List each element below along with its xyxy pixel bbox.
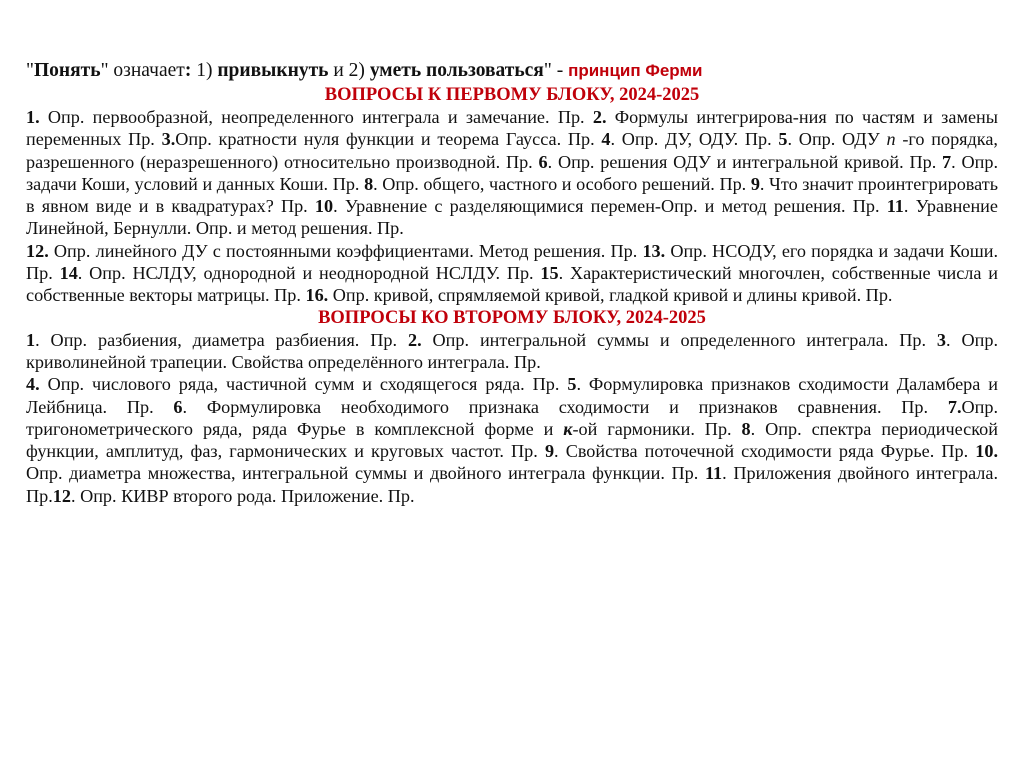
- question-number: 11: [704, 463, 723, 484]
- block1-questions-part2: [26, 240, 998, 307]
- question-number: 10.: [975, 441, 998, 462]
- block1-questions-part1: [26, 106, 998, 240]
- question-number: 16.: [305, 285, 329, 306]
- question-text: . Что значит проинтегрировать в явном виде и в квадратурах? Пр.: [26, 173, 998, 217]
- quote-mid: " означает: [100, 60, 185, 81]
- question-text: . Опр. ОДУ: [787, 129, 887, 150]
- question-number: к: [563, 418, 573, 439]
- quote-part3: " -: [543, 60, 569, 81]
- question-number: 5: [567, 374, 577, 395]
- question-number: 9: [544, 441, 555, 462]
- quote-part1: 1): [191, 60, 218, 81]
- question-number: 6: [538, 151, 548, 172]
- question-text: . Уравнение Линейной, Бернулли. Опр. и метод решения. Пр.: [26, 196, 998, 239]
- question-number: 13.: [642, 240, 666, 261]
- question-number: 9: [750, 173, 760, 194]
- question-text: . Формулировка признаков сходимости Даламбера и Лейбница. Пр.: [26, 374, 998, 417]
- question-number: 3.: [161, 129, 176, 150]
- question-number: 10: [314, 196, 334, 217]
- question-number: 4: [601, 129, 611, 150]
- question-text: Опр. кривой, спрямляемой кривой, гладкой кривой и длины кривой. Пр.: [328, 285, 893, 306]
- question-number: 2.: [407, 329, 422, 350]
- quote-privyknut: привыкнуть: [217, 60, 329, 81]
- block2-questions-part1: [26, 329, 998, 374]
- quote-colon: :: [184, 60, 192, 81]
- quote-word-ponyat: Понять: [33, 60, 101, 81]
- question-text: . Опр. задачи Коши, условий и данных Коши. Пр.: [26, 151, 998, 194]
- block2-heading: ВОПРОСЫ КО ВТОРОМУ БЛОКУ, 2024-2025: [318, 307, 706, 328]
- quote-open: ": [26, 60, 34, 81]
- question-text: Опр. интегральной суммы и определенного интеграла. Пр.: [421, 329, 937, 350]
- question-number: 8: [364, 173, 374, 194]
- quote-attribution: принцип Ферми: [568, 61, 703, 80]
- question-text: . Опр. ДУ, ОДУ. Пр.: [610, 129, 779, 150]
- question-text: . Опр. разбиения, диаметра разбиения. Пр.: [35, 329, 408, 350]
- question-text: . Свойства поточечной сходимости ряда Фурье. Пр.: [554, 441, 976, 462]
- question-text: Опр. первообразной, неопределенного интеграла и замечание. Пр.: [39, 107, 593, 127]
- question-number: 6: [173, 396, 183, 417]
- question-number: 12: [52, 485, 71, 506]
- question-number: 11: [886, 196, 904, 217]
- question-number: 7: [942, 151, 952, 172]
- question-number: 8: [741, 418, 751, 439]
- question-number: 15: [540, 263, 559, 284]
- fermi-quote: [26, 58, 998, 84]
- question-text: . Характеристический многочлен, собственные числа и собственные векторы матрицы. Пр.: [26, 263, 998, 306]
- question-text: . Уравнение с разделяющимися перемен-Опр. и метод решения. Пр.: [333, 196, 887, 217]
- question-number: 14: [59, 263, 78, 284]
- question-number: 4.: [26, 374, 40, 395]
- question-text: n: [886, 129, 896, 150]
- question-text: -го порядка, разрешенного (неразрешенного) относительно производной. Пр.: [26, 129, 998, 172]
- question-text: -ой гармоники. Пр.: [572, 418, 742, 439]
- question-text: . Опр. решения ОДУ и интегральной кривой. Пр.: [547, 151, 943, 172]
- question-number: 12.: [26, 240, 49, 261]
- question-text: . Приложения двойного интеграла. Пр.: [26, 463, 998, 506]
- slide-content: [26, 58, 998, 507]
- question-number: 5: [778, 129, 788, 150]
- question-text: . Опр. общего, частного и особого решений. Пр.: [373, 173, 751, 194]
- question-text: Опр. диаметра множества, интегральной суммы и двойного интеграла функции. Пр.: [26, 463, 705, 484]
- question-text: . Формулировка необходимого признака сходимости и признаков сравнения. Пр.: [182, 396, 948, 417]
- question-text: . Опр. КИВР второго рода. Приложение. Пр.: [70, 485, 415, 506]
- question-text: Опр. тригонометрического ряда, ряда Фурье в комплексной форме и: [26, 396, 998, 439]
- question-text: Опр. числового ряда, частичной сумм и сходящегося ряда. Пр.: [39, 374, 568, 395]
- block2-questions-part2: [26, 373, 998, 507]
- question-text: . Опр. НСЛДУ, однородной и неоднородной НСЛДУ. Пр.: [77, 263, 541, 284]
- question-number: 1: [26, 329, 36, 350]
- question-text: Формулы интегрирова-ния по частям и замены переменных Пр.: [26, 107, 998, 150]
- question-text: Опр. линейного ДУ с постоянными коэффициентами. Метод решения. Пр.: [48, 240, 643, 261]
- question-number: 3: [936, 329, 947, 350]
- block1-heading: ВОПРОСЫ К ПЕРВОМУ БЛОКУ, 2024-2025: [324, 85, 700, 105]
- question-text: . Опр. криволинейной трапеции. Свойства определённого интеграла. Пр.: [26, 329, 998, 372]
- question-text: . Опр. спектра периодической функции, амплитуд, фаз, гармонических и круговых частот. Пр.: [26, 418, 998, 462]
- question-number: 1.: [26, 107, 40, 127]
- quote-part2: и 2): [328, 60, 370, 81]
- question-number: 7.: [947, 396, 962, 417]
- question-number: 2.: [592, 107, 607, 127]
- quote-umet: уметь пользоваться: [369, 60, 544, 81]
- question-text: Опр. НСОДУ, его порядка и задачи Коши. Пр.: [26, 240, 998, 284]
- question-text: Опр. кратности нуля функции и теорема Гаусса. Пр.: [175, 129, 602, 150]
